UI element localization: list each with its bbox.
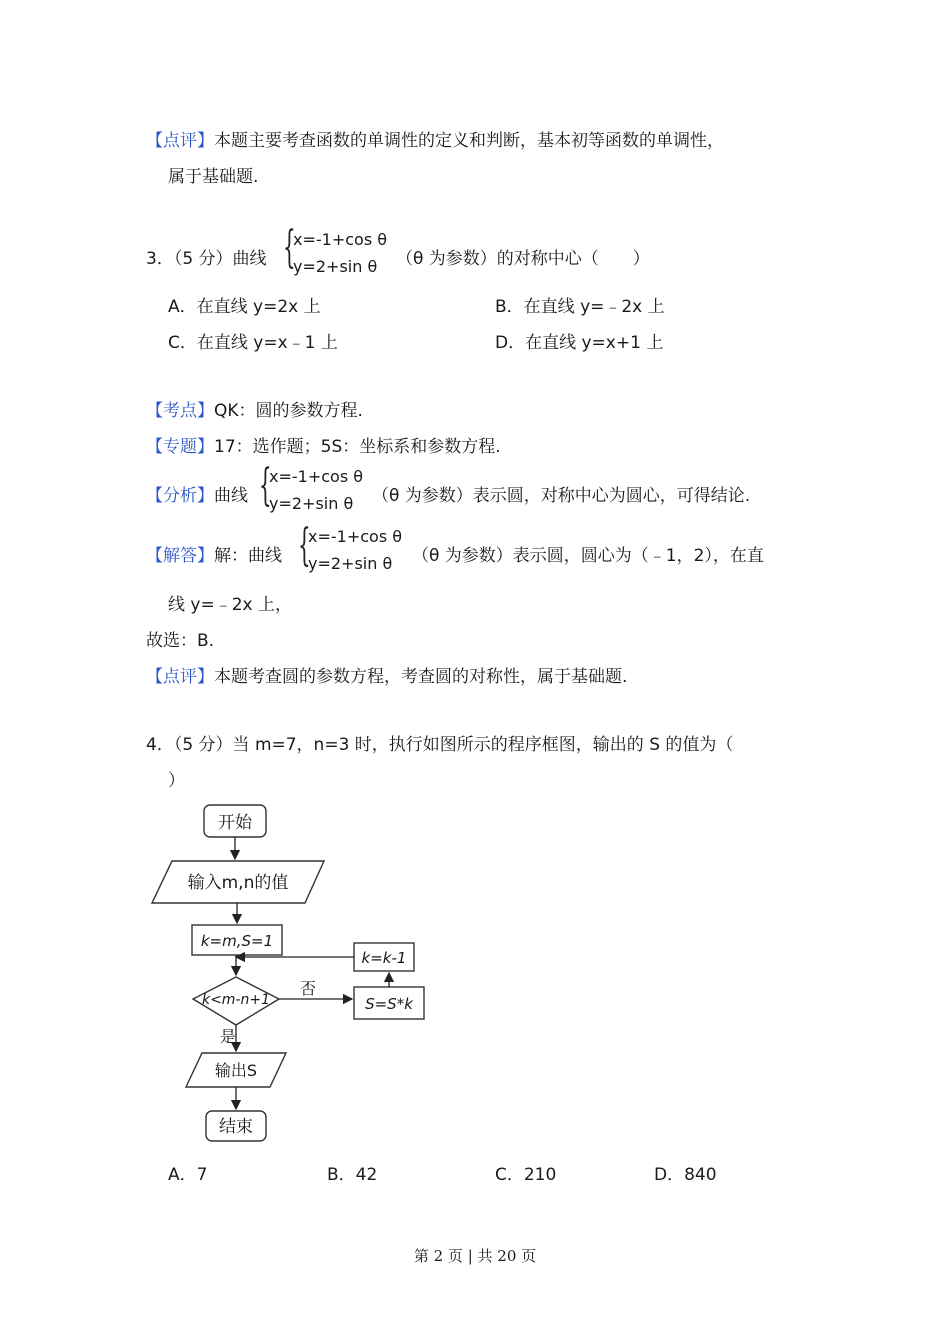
q4-option-b: B．42 [327, 1165, 378, 1185]
fenxi-sys-x: x=-1+cos θ [269, 467, 364, 486]
fenxi-brace: { [259, 460, 272, 511]
q4-stem-close: ） [168, 771, 185, 791]
jieda-line [146, 541, 282, 566]
flow-end-text: 结束 [219, 1117, 253, 1137]
q3-option-a: A．在直线 y=2x 上 [168, 297, 321, 317]
jieda-sys-y: y=2+sin θ [308, 554, 393, 573]
jieda-tag: 【解答】 [146, 546, 214, 566]
q4-stem: 4．（5 分）当 m=7，n=3 时，执行如图所示的程序框图，输出的 S 的值为（ [146, 735, 734, 755]
flow-dec-text: k=k-1 [361, 949, 407, 967]
kaodian-line [146, 396, 363, 421]
q4-option-c: C．210 [495, 1165, 557, 1185]
flow-init-text: k=m,S=1 [200, 932, 274, 950]
q3-option-d: D．在直线 y=x+1 上 [495, 333, 664, 353]
review1-tag: 【点评】 [146, 131, 214, 151]
q3-stem-pre: 3．（5 分）曲线 [146, 249, 267, 269]
page-footer: 第 2 页 | 共 20 页 [413, 1247, 537, 1265]
q3-brace: { [283, 222, 296, 273]
zhuanti-text: 17：选作题；5S：坐标系和参数方程. [214, 437, 501, 457]
q4-option-a: A．7 [168, 1165, 208, 1185]
kaodian-tag: 【考点】 [146, 401, 214, 421]
kaodian-text: QK：圆的参数方程. [214, 401, 363, 421]
q4-option-d: D．840 [654, 1165, 717, 1185]
zhuanti-tag: 【专题】 [146, 437, 214, 457]
dianping-line [146, 662, 627, 687]
jieda-line2: 线 y=﹣2x 上， [168, 595, 292, 615]
dianping-text: 本题考查圆的参数方程，考查圆的对称性，属于基础题. [214, 667, 628, 687]
jieda-post: （θ 为参数）表示圆，圆心为（﹣1，2），在直 [412, 546, 764, 566]
guxuan: 故选：B. [146, 631, 215, 651]
fenxi-pre: 曲线 [214, 486, 248, 506]
fenxi-line [146, 481, 248, 506]
flow-yes-label: 是 [219, 1027, 237, 1046]
flow-input-text: 输入m,n的值 [187, 873, 289, 893]
review1-text1: 本题主要考查函数的单调性的定义和判断，基本初等函数的单调性， [214, 131, 724, 151]
flowchart [140, 795, 440, 1150]
q3-option-c: C．在直线 y=x﹣1 上 [168, 333, 338, 353]
jieda-sys-x: x=-1+cos θ [308, 527, 403, 546]
fenxi-tag: 【分析】 [146, 486, 214, 506]
flow-assign-text: S=S*k [365, 995, 413, 1013]
flow-output-text: 输出S [214, 1061, 258, 1080]
jieda-pre: 解：曲线 [214, 546, 282, 566]
review1-line1 [146, 126, 724, 151]
q3-option-b: B．在直线 y=﹣2x 上 [495, 297, 665, 317]
jieda-brace: { [298, 520, 311, 571]
flow-cond-text: k<m-n+1 [201, 992, 271, 1008]
flow-start-text: 开始 [218, 813, 252, 833]
q3-sys-x: x=-1+cos θ [293, 230, 388, 249]
q3-sys-y: y=2+sin θ [293, 257, 378, 276]
review1-text2: 属于基础题. [168, 167, 259, 187]
fenxi-post: （θ 为参数）表示圆，对称中心为圆心，可得结论. [372, 486, 751, 506]
zhuanti-line [146, 432, 501, 457]
flow-no-label: 否 [299, 979, 317, 998]
q3-stem-post: （θ 为参数）的对称中心（ ） [396, 249, 650, 269]
dianping-tag: 【点评】 [146, 667, 214, 687]
fenxi-sys-y: y=2+sin θ [269, 494, 354, 513]
